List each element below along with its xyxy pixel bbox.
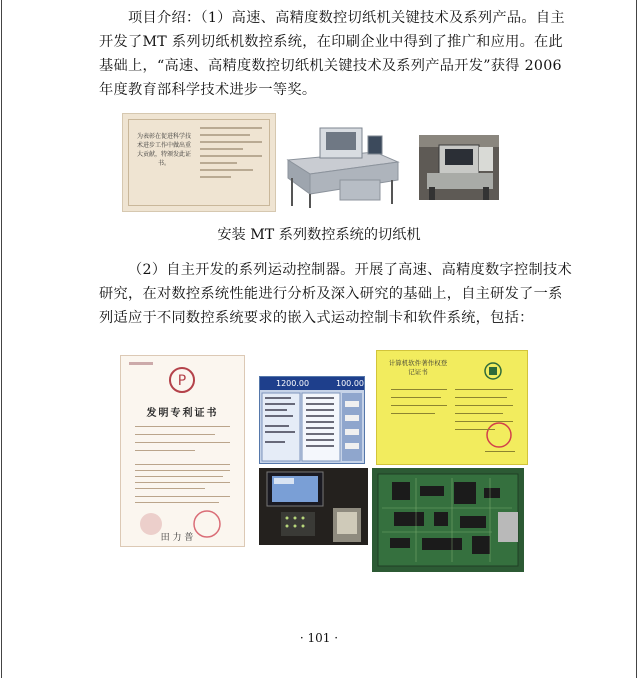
softcert-emblem-icon	[377, 351, 527, 464]
patent-title: 发明专利证书	[146, 408, 219, 419]
intro-paragraph-text: 项目介绍：（1）高速、高精度数控切纸机关键技术及系列产品。自主开发了MT 系列切纸机数控系统，在印刷企业中得到了推广和应用。在此基础上，“高速、高精度数控切纸机关键技术及系列产品开发”获得 2006 年度教育部科学技术进步一等奖。	[99, 10, 565, 98]
patent-emblem-icon	[121, 356, 244, 402]
page-number: · 101 ·	[299, 631, 339, 645]
circuit-board-illustration	[372, 468, 524, 572]
controller-device-illustration	[259, 468, 368, 545]
program-table-illustration	[260, 391, 364, 463]
paper-cutter-machine-photo	[280, 122, 405, 210]
certificate-text: 为表彰在促进科学技术进步工作中做出重大贡献，特颁发此证书。	[136, 133, 191, 167]
figure-caption: 安装 MT 系列数控系统的切纸机	[217, 227, 421, 243]
software-screenshot-photo	[259, 376, 365, 464]
installed-cutter-illustration	[419, 135, 499, 200]
patent-seal-icon	[121, 504, 244, 547]
screen-value-right: 100.00	[336, 379, 364, 388]
software-copyright-certificate-photo	[376, 350, 528, 465]
intro-paragraph	[99, 6, 574, 102]
controller-paragraph	[99, 258, 574, 330]
controller-device-photo	[259, 468, 368, 545]
patent-certificate-photo	[120, 355, 245, 547]
paper-cutter-illustration	[280, 122, 405, 210]
svg-text:田 力 普: 田 力 普	[160, 533, 194, 543]
installed-cutter-photo	[419, 135, 499, 200]
certificate-lines	[200, 122, 262, 194]
circuit-board-photo	[372, 468, 524, 572]
screen-title-bar	[260, 377, 364, 390]
controller-paragraph-text: （2）自主开发的系列运动控制器。开展了高速、高精度数字控制技术研究，在对数控系统性能进行分析及深入研究的基础上，自主研发了一系列适应于不同数控系统要求的嵌入式运动控制卡和软件系统，包括：	[99, 262, 572, 326]
screen-value-left: 1200.00	[276, 379, 310, 388]
award-certificate-photo	[122, 113, 276, 212]
svg-text:P: P	[177, 373, 187, 389]
softcert-title: 计算机软件著作权登记证书	[388, 359, 448, 376]
